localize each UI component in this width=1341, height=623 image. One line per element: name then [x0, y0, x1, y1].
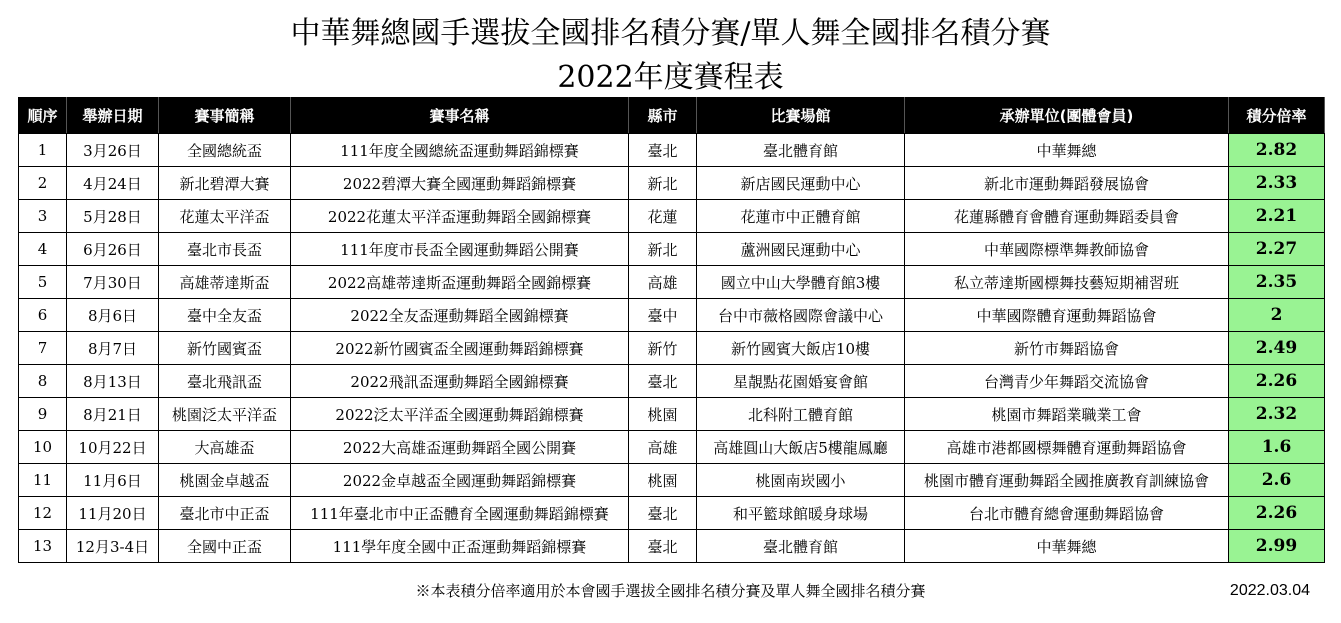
cell-event-name: 2022高雄蒂達斯盃運動舞蹈全國錦標賽: [291, 266, 629, 299]
cell-event-name: 111學年度全國中正盃運動舞蹈錦標賽: [291, 530, 629, 563]
column-header-rate: 積分倍率: [1229, 98, 1325, 134]
cell-organizer: 私立蒂達斯國標舞技藝短期補習班: [905, 266, 1229, 299]
column-header-city: 縣市: [629, 98, 697, 134]
page-subtitle: 2022年度賽程表: [557, 60, 784, 95]
cell-rate: 1.6: [1229, 431, 1325, 464]
cell-event-name: 2022碧潭大賽全國運動舞蹈錦標賽: [291, 167, 629, 200]
cell-short-name: 臺中全友盃: [159, 299, 291, 332]
cell-city: 新竹: [629, 332, 697, 365]
cell-short-name: 新竹國賓盃: [159, 332, 291, 365]
cell-order: 13: [19, 530, 67, 563]
document-date: 2022.03.04: [1229, 582, 1310, 599]
column-header-order: 順序: [19, 98, 67, 134]
cell-rate: 2.32: [1229, 398, 1325, 431]
cell-venue: 國立中山大學體育館3樓: [697, 266, 905, 299]
cell-organizer: 中華舞總: [905, 530, 1229, 563]
cell-organizer: 中華國際體育運動舞蹈協會: [905, 299, 1229, 332]
cell-date: 8月21日: [67, 398, 159, 431]
cell-venue: 臺北體育館: [697, 530, 905, 563]
cell-organizer: 高雄市港都國標舞體育運動舞蹈協會: [905, 431, 1229, 464]
cell-event-name: 111年臺北市中正盃體育全國運動舞蹈錦標賽: [291, 497, 629, 530]
table-row: [19, 299, 1325, 332]
cell-short-name: 全國總統盃: [159, 134, 291, 167]
cell-organizer: 台灣青少年舞蹈交流協會: [905, 365, 1229, 398]
cell-venue: 和平籃球館暖身球場: [697, 497, 905, 530]
cell-event-name: 2022飛訊盃運動舞蹈全國錦標賽: [291, 365, 629, 398]
column-header-date: 舉辦日期: [67, 98, 159, 134]
table-row: [19, 497, 1325, 530]
cell-order: 2: [19, 167, 67, 200]
cell-short-name: 大高雄盃: [159, 431, 291, 464]
cell-city: 高雄: [629, 266, 697, 299]
cell-venue: 星靚點花園婚宴會館: [697, 365, 905, 398]
cell-date: 5月28日: [67, 200, 159, 233]
cell-short-name: 臺北飛訊盃: [159, 365, 291, 398]
cell-rate: 2.26: [1229, 365, 1325, 398]
cell-short-name: 新北碧潭大賽: [159, 167, 291, 200]
cell-order: 7: [19, 332, 67, 365]
cell-organizer: 花蓮縣體育會體育運動舞蹈委員會: [905, 200, 1229, 233]
cell-organizer: 台北市體育總會運動舞蹈協會: [905, 497, 1229, 530]
cell-date: 10月22日: [67, 431, 159, 464]
cell-event-name: 2022花蓮太平洋盃運動舞蹈全國錦標賽: [291, 200, 629, 233]
cell-city: 臺北: [629, 365, 697, 398]
cell-city: 花蓮: [629, 200, 697, 233]
cell-date: 8月13日: [67, 365, 159, 398]
column-header-venue: 比賽場館: [697, 98, 905, 134]
cell-city: 桃園: [629, 398, 697, 431]
table-body: [19, 134, 1325, 563]
cell-event-name: 2022泛太平洋盃全國運動舞蹈錦標賽: [291, 398, 629, 431]
schedule-table: [18, 97, 1325, 563]
table-row: [19, 266, 1325, 299]
column-header-event-name: 賽事名稱: [291, 98, 629, 134]
cell-organizer: 桃園市舞蹈業職業工會: [905, 398, 1229, 431]
cell-date: 6月26日: [67, 233, 159, 266]
cell-order: 11: [19, 464, 67, 497]
cell-rate: 2: [1229, 299, 1325, 332]
table-row: [19, 200, 1325, 233]
cell-date: 3月26日: [67, 134, 159, 167]
cell-short-name: 花蓮太平洋盃: [159, 200, 291, 233]
cell-rate: 2.35: [1229, 266, 1325, 299]
cell-city: 桃園: [629, 464, 697, 497]
footnote: ※本表積分倍率適用於本會國手選拔全國排名積分賽及單人舞全國排名積分賽: [415, 582, 926, 600]
cell-rate: 2.99: [1229, 530, 1325, 563]
table-row: [19, 134, 1325, 167]
cell-short-name: 全國中正盃: [159, 530, 291, 563]
cell-order: 5: [19, 266, 67, 299]
cell-venue: 新店國民運動中心: [697, 167, 905, 200]
cell-date: 11月20日: [67, 497, 159, 530]
cell-city: 臺中: [629, 299, 697, 332]
cell-order: 10: [19, 431, 67, 464]
cell-short-name: 桃園泛太平洋盃: [159, 398, 291, 431]
cell-rate: 2.26: [1229, 497, 1325, 530]
cell-venue: 高雄圓山大飯店5樓龍鳳廳: [697, 431, 905, 464]
cell-short-name: 桃園金卓越盃: [159, 464, 291, 497]
cell-venue: 臺北體育館: [697, 134, 905, 167]
cell-organizer: 新竹市舞蹈協會: [905, 332, 1229, 365]
cell-order: 6: [19, 299, 67, 332]
cell-venue: 蘆洲國民運動中心: [697, 233, 905, 266]
cell-event-name: 2022大高雄盃運動舞蹈全國公開賽: [291, 431, 629, 464]
cell-order: 4: [19, 233, 67, 266]
cell-venue: 北科附工體育館: [697, 398, 905, 431]
cell-city: 高雄: [629, 431, 697, 464]
cell-event-name: 2022金卓越盃全國運動舞蹈錦標賽: [291, 464, 629, 497]
cell-rate: 2.6: [1229, 464, 1325, 497]
cell-event-name: 111年度市長盃全國運動舞蹈公開賽: [291, 233, 629, 266]
cell-short-name: 臺北市中正盃: [159, 497, 291, 530]
cell-date: 7月30日: [67, 266, 159, 299]
cell-organizer: 新北市運動舞蹈發展協會: [905, 167, 1229, 200]
table-row: [19, 398, 1325, 431]
cell-rate: 2.82: [1229, 134, 1325, 167]
cell-rate: 2.21: [1229, 200, 1325, 233]
cell-city: 新北: [629, 167, 697, 200]
cell-city: 新北: [629, 233, 697, 266]
cell-venue: 台中市薇格國際會議中心: [697, 299, 905, 332]
cell-order: 3: [19, 200, 67, 233]
table-row: [19, 365, 1325, 398]
cell-date: 4月24日: [67, 167, 159, 200]
cell-short-name: 臺北市長盃: [159, 233, 291, 266]
column-header-organizer: 承辦單位(團體會員): [905, 98, 1229, 134]
cell-order: 12: [19, 497, 67, 530]
cell-date: 8月6日: [67, 299, 159, 332]
table-row: [19, 431, 1325, 464]
cell-rate: 2.49: [1229, 332, 1325, 365]
cell-venue: 桃園南崁國小: [697, 464, 905, 497]
cell-venue: 新竹國賓大飯店10樓: [697, 332, 905, 365]
cell-city: 臺北: [629, 134, 697, 167]
cell-short-name: 高雄蒂達斯盃: [159, 266, 291, 299]
cell-order: 1: [19, 134, 67, 167]
table-row: [19, 530, 1325, 563]
table-row: [19, 167, 1325, 200]
cell-rate: 2.27: [1229, 233, 1325, 266]
cell-organizer: 中華舞總: [905, 134, 1229, 167]
cell-city: 臺北: [629, 497, 697, 530]
cell-venue: 花蓮市中正體育館: [697, 200, 905, 233]
cell-event-name: 111年度全國總統盃運動舞蹈錦標賽: [291, 134, 629, 167]
cell-event-name: 2022全友盃運動舞蹈全國錦標賽: [291, 299, 629, 332]
cell-event-name: 2022新竹國賓盃全國運動舞蹈錦標賽: [291, 332, 629, 365]
cell-order: 8: [19, 365, 67, 398]
table-row: [19, 233, 1325, 266]
cell-organizer: 中華國際標準舞教師協會: [905, 233, 1229, 266]
page-title: 中華舞總國手選拔全國排名積分賽/單人舞全國排名積分賽: [290, 16, 1051, 51]
cell-date: 11月6日: [67, 464, 159, 497]
cell-city: 臺北: [629, 530, 697, 563]
table-row: [19, 332, 1325, 365]
cell-date: 12月3-4日: [67, 530, 159, 563]
table-header-row: [19, 98, 1325, 134]
column-header-short-name: 賽事簡稱: [159, 98, 291, 134]
cell-rate: 2.33: [1229, 167, 1325, 200]
cell-organizer: 桃園市體育運動舞蹈全國推廣教育訓練協會: [905, 464, 1229, 497]
table-row: [19, 464, 1325, 497]
cell-date: 8月7日: [67, 332, 159, 365]
cell-order: 9: [19, 398, 67, 431]
